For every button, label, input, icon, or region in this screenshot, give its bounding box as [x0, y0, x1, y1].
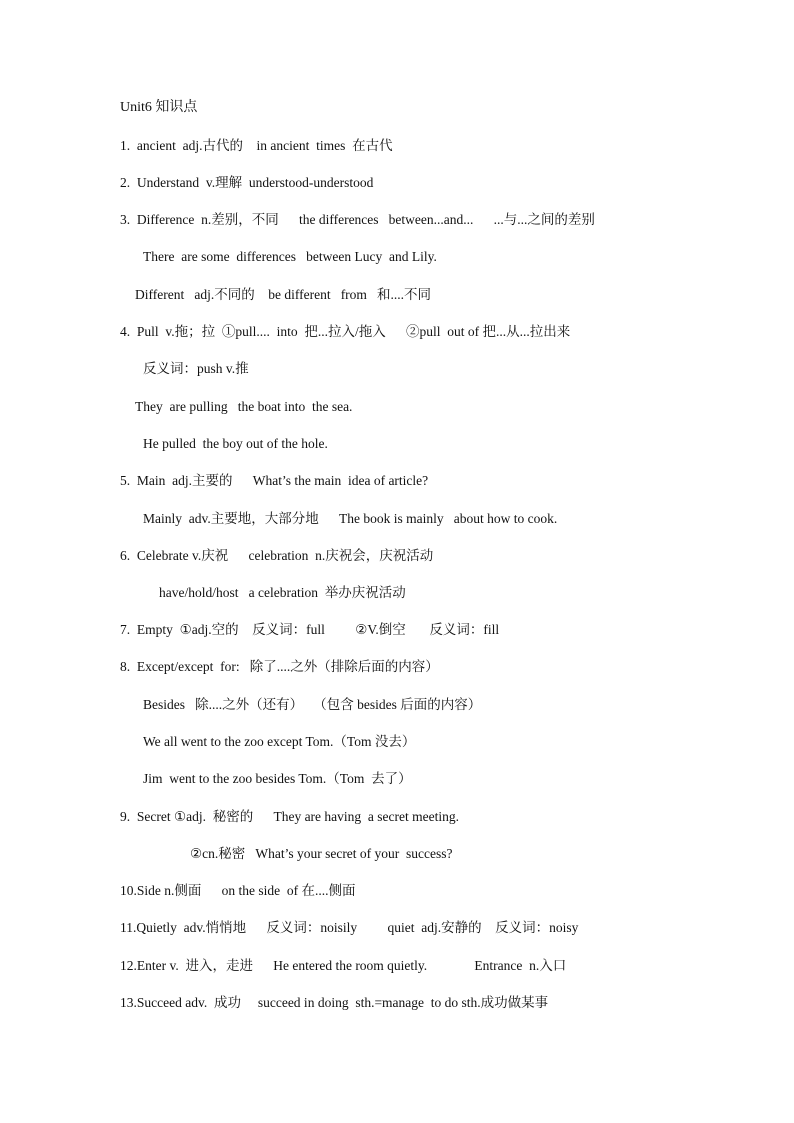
item-3-example: There are some differences between Lucy and Lily. — [143, 249, 437, 264]
item-5-mainly: Mainly adv.主要地，大部分地 The book is mainly about how to cook. — [143, 511, 558, 526]
item-9-secret-noun: ②cn.秘密 What’s your secret of your success? — [190, 846, 453, 861]
item-8-example-1: We all went to the zoo except Tom.（Tom 没去） — [143, 734, 416, 749]
item-7-empty: 7. Empty ①adj.空的 反义词：full ②V.倒空 反义词：fill — [120, 622, 500, 637]
item-10-side: 10.Side n.侧面 on the side of 在....侧面 — [120, 883, 356, 898]
item-4-pull: 4. Pull v.拖；拉 ①pull.... into 把...拉入/拖入 ②pull out of 把...从...拉出来 — [120, 324, 571, 339]
item-13-succeed: 13.Succeed adv. 成功 succeed in doing sth.=manage to do sth.成功做某事 — [120, 995, 549, 1010]
item-12-enter: 12.Enter v. 进入，走进 He entered the room quietly. Entrance n.入口 — [120, 958, 567, 973]
item-8-example-2: Jim went to the zoo besides Tom.（Tom 去了） — [143, 771, 412, 786]
item-11-quietly: 11.Quietly adv.悄悄地 反义词：noisily quiet adj.安静的 反义词：noisy — [120, 920, 579, 935]
item-6-celebrate: 6. Celebrate v.庆祝 celebration n.庆祝会，庆祝活动 — [120, 548, 434, 563]
item-3-different: Different adj.不同的 be different from 和....不同 — [135, 287, 432, 302]
page-title: Unit6 知识点 — [120, 100, 198, 115]
item-8-besides: Besides 除....之外（还有） （包含 besides 后面的内容） — [143, 697, 482, 712]
item-6-celebration-phrase: have/hold/host a celebration 举办庆祝活动 — [159, 585, 406, 600]
item-1-ancient: 1. ancient adj.古代的 in ancient times 在古代 — [120, 138, 393, 153]
item-2-understand: 2. Understand v.理解 understood-understood — [120, 175, 374, 190]
item-4-example-1: They are pulling the boat into the sea. — [135, 399, 353, 414]
item-4-example-2: He pulled the boy out of the hole. — [143, 436, 328, 451]
item-5-main: 5. Main adj.主要的 What’s the main idea of article? — [120, 473, 429, 488]
item-3-difference: 3. Difference n.差别，不同 the differences between...and... ...与...之间的差别 — [120, 212, 595, 227]
item-8-except: 8. Except/except for: 除了....之外（排除后面的内容） — [120, 659, 439, 674]
item-9-secret-adj: 9. Secret ①adj. 秘密的 They are having a secret meeting. — [120, 809, 459, 824]
item-4-antonym: 反义词：push v.推 — [143, 361, 249, 376]
